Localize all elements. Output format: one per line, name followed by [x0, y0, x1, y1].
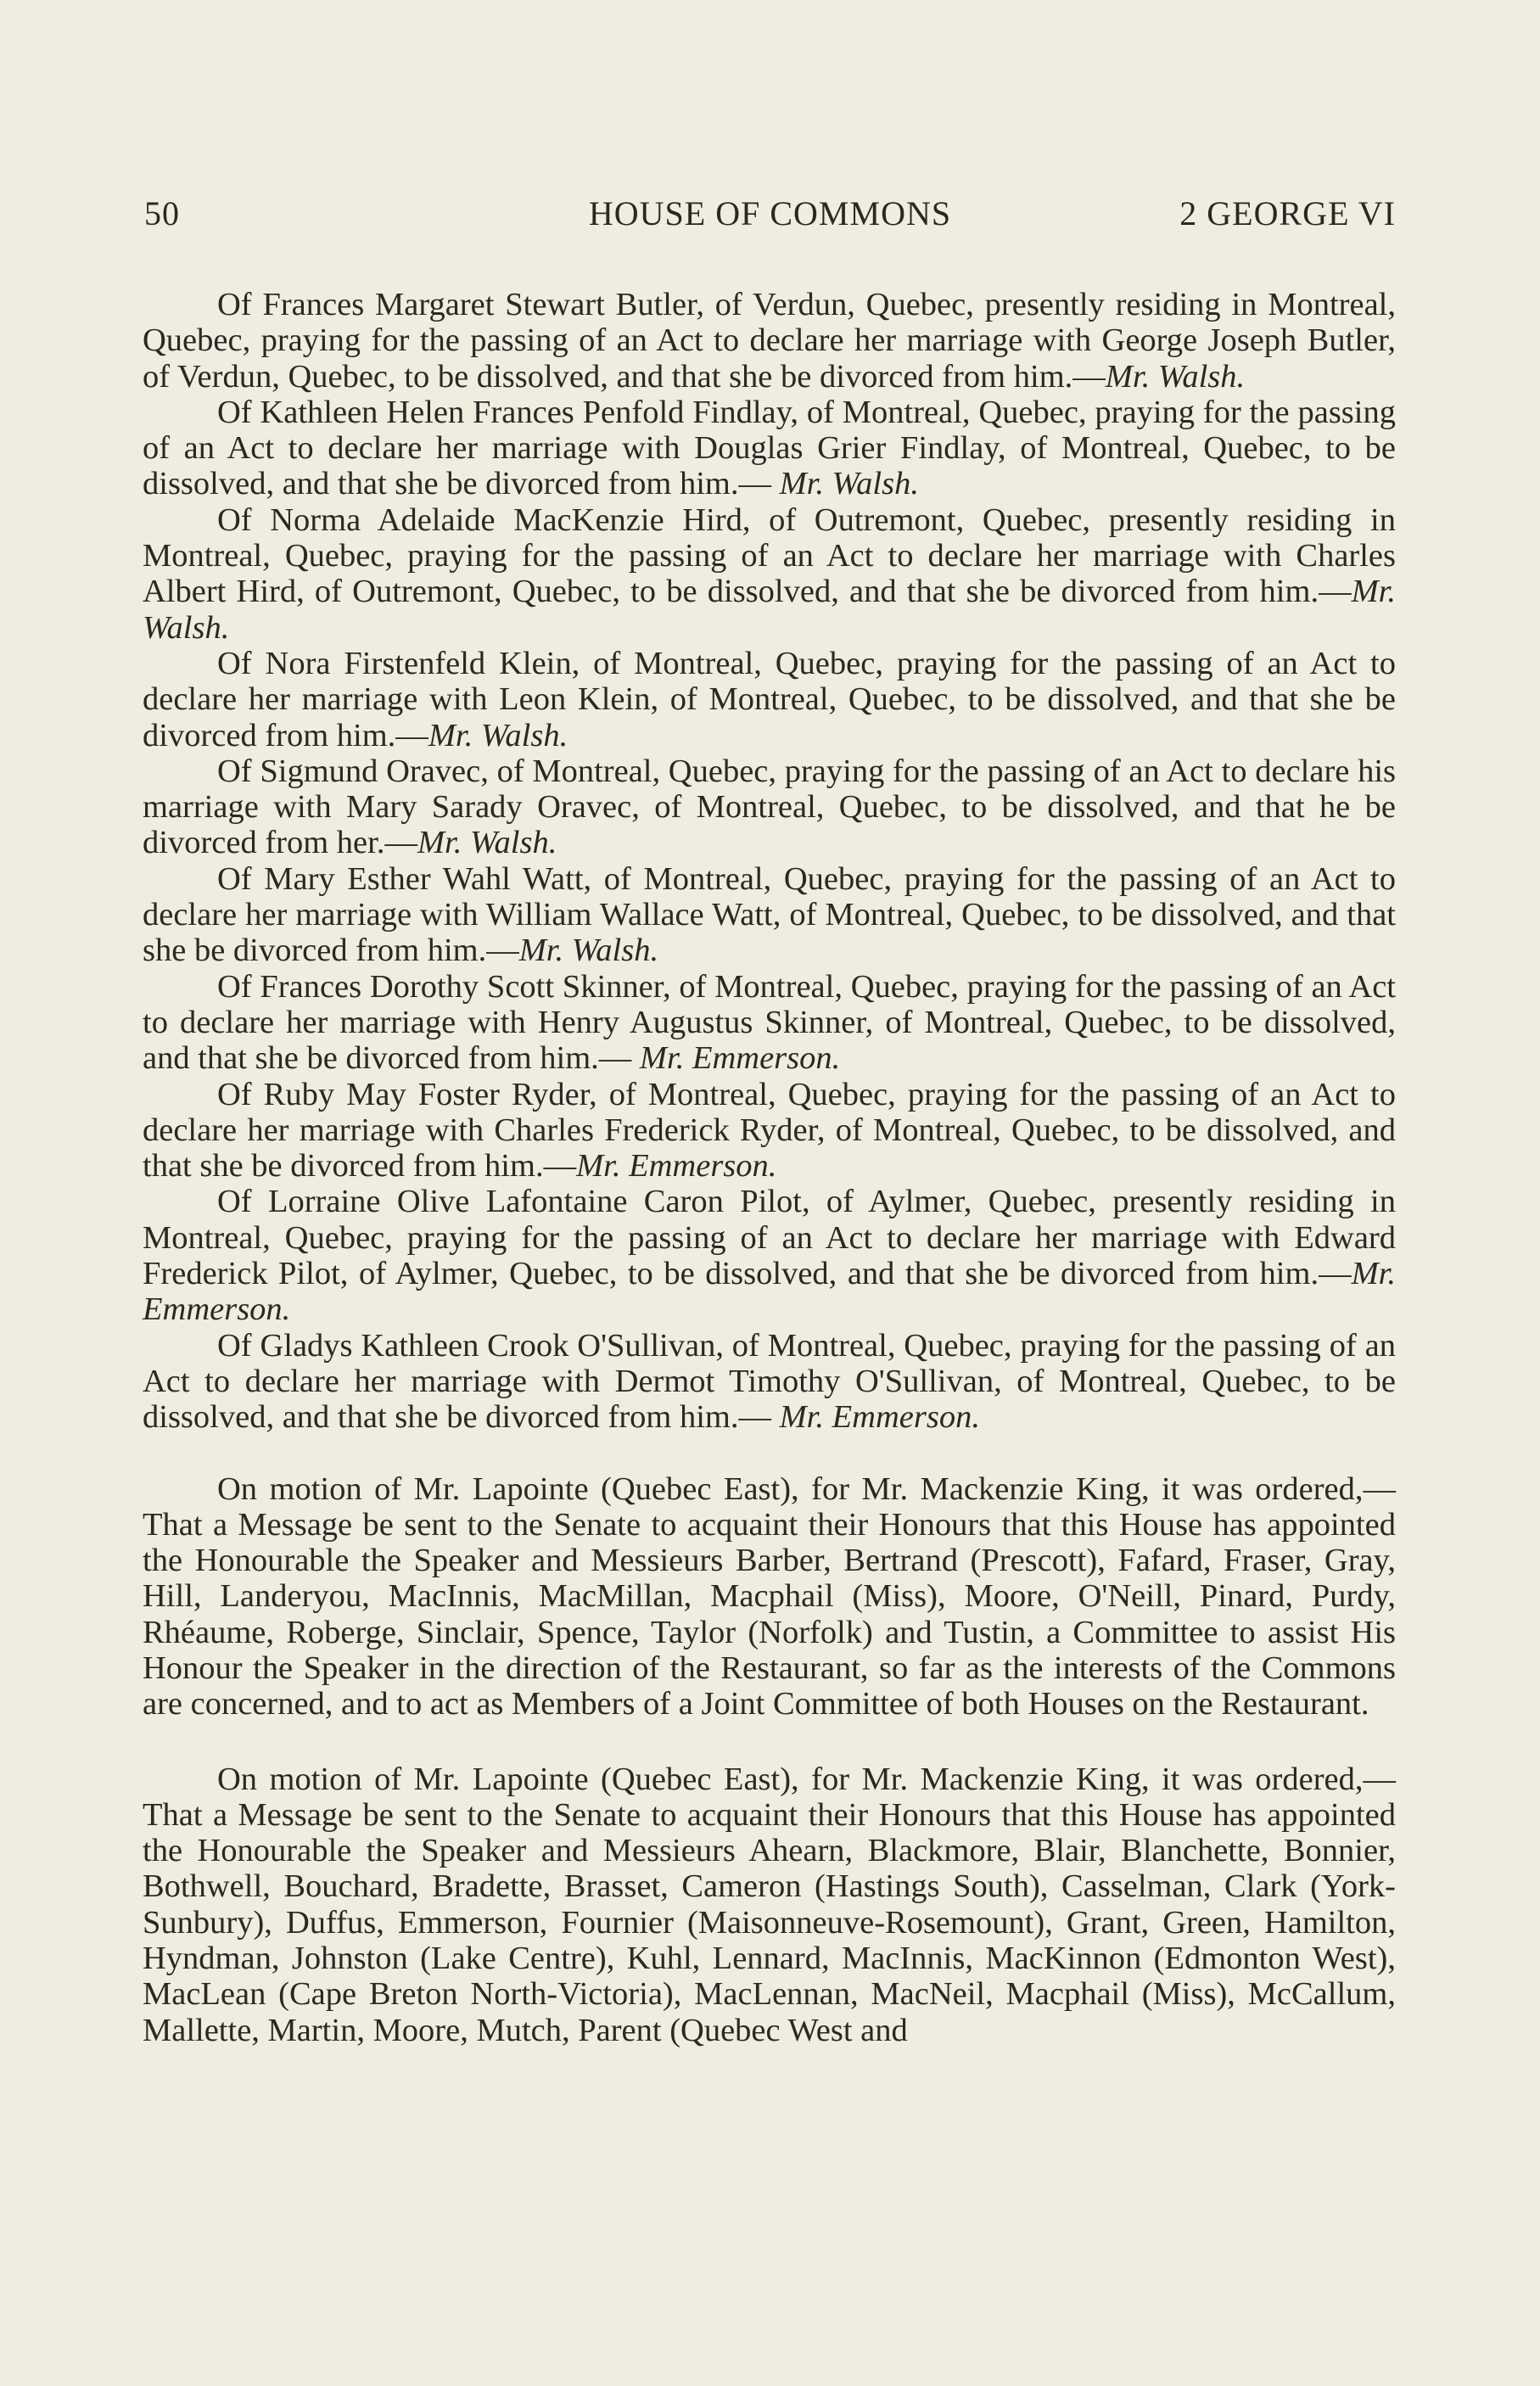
motion-library-committee: On motion of Mr. Lapointe (Quebec East), for Mr. Mackenzie King, it was ordered,—That a Message be sent to the Senate to acquaint their Honours that this House has appointed the Honourable the Speaker and Messieurs Ahearn, Blackmore, Blair, Blanchette, Bonnier, Bothwell, Bouchard, Bradette, Brasset, Cameron (Hastings South), Casselman, Clark (York-Sunbury), Duffus, Emmerson, Fournier (Maisonneuve-Rosemount), Grant, Green, Hamilton, Hyndman, Johnston (Lake Centre), Kuhl, Lennard, MacInnis, MacKinnon (Edmonton West), MacLean (Cape Breton North-Victoria), MacLennan, MacNeil, Macphail (Miss), McCallum, Mallette, Martin, Moore, Mutch, Parent (Quebec West and [143, 1761, 1396, 2048]
petition-text: Of Ruby May Foster Ryder, of Montreal, Quebec, praying for the passing of an Act to declare her marriage with Charles Frederick Ryder, of Montreal, Quebec, to be dissolved, and that she be divorced from him.— [143, 1076, 1396, 1185]
page-title: HOUSE OF COMMONS [588, 194, 952, 232]
petition-entry [143, 753, 1396, 861]
petition-text: Of Frances Margaret Stewart Butler, of Verdun, Quebec, presently residing in Montreal, Quebec, praying for the passing of an Act to declare her marriage with George Joseph Butler, of Verdun, Quebec, to be dissolved, and that she be divorced from him.— [143, 287, 1396, 395]
petition-sponsor: Mr. Emmerson. [639, 1040, 841, 1077]
journal-body [143, 287, 1396, 2048]
petition-sponsor: Mr. Walsh. [779, 466, 919, 502]
petition-text: Of Sigmund Oravec, of Montreal, Quebec, praying for the passing of an Act to declare his marriage with Mary Sarady Oravec, of Montreal, Quebec, to be dissolved, and that he be divorced from her.— [143, 753, 1396, 861]
petition-text: Of Mary Esther Wahl Watt, of Montreal, Quebec, praying for the passing of an Act to declare her marriage with William Wallace Watt, of Montreal, Quebec, to be dissolved, and that she be divorced from him.— [143, 860, 1396, 969]
running-head [144, 193, 1396, 244]
petition-sponsor: Mr. Emmerson. [143, 1256, 1396, 1328]
petition-sponsor: Mr. Walsh. [518, 933, 659, 969]
petition-entry [143, 646, 1396, 753]
petition-text: Of Nora Firstenfeld Klein, of Montreal, Quebec, praying for the passing of an Act to declare her marriage with Leon Klein, of Montreal, Quebec, to be dissolved, and that she be divorced from him.— [143, 645, 1396, 753]
petition-entry [143, 1077, 1396, 1185]
petition-text: Of Lorraine Olive Lafontaine Caron Pilot, of Aylmer, Quebec, presently residing in Montreal, Quebec, praying for the passing of an Act to declare her marriage with Edward Frederick Pilot, of Aylmer, Quebec, to be dissolved, and that she be divorced from him.— [143, 1184, 1396, 1292]
petition-sponsor: Mr. Walsh. [417, 825, 557, 861]
petition-entry [143, 395, 1396, 502]
petition-entry [143, 861, 1396, 969]
petition-entry [143, 287, 1396, 395]
petition-sponsor: Mr. Emmerson. [779, 1399, 980, 1436]
petition-list [143, 287, 1396, 1436]
petition-entry [143, 1328, 1396, 1436]
page-number: 50 [144, 194, 180, 232]
petition-text: Of Frances Dorothy Scott Skinner, of Montreal, Quebec, praying for the passing of an Act to declare her marriage with Henry Augustus Skinner, of Montreal, Quebec, to be dissolved, and that she be divorced from him.— [143, 968, 1396, 1077]
petition-entry [143, 1184, 1396, 1327]
petition-entry [143, 969, 1396, 1077]
petition-text: Of Kathleen Helen Frances Penfold Findlay, of Montreal, Quebec, praying for the passing of an Act to declare her marriage with Douglas Grier Findlay, of Montreal, Quebec, to be dissolved, and that she be divorced from him.— [143, 394, 1396, 502]
regnal-year: 2 GEORGE VI [1179, 194, 1396, 232]
petition-sponsor: Mr. Walsh. [143, 574, 1396, 646]
petition-text: Of Norma Adelaide MacKenzie Hird, of Outremont, Quebec, presently residing in Montreal, Quebec, praying for the passing of an Act to declare her marriage with Charles Albert Hird, of Outremont, Quebec, to be dissolved, and that she be divorced from him.— [143, 501, 1396, 610]
motion-restaurant-committee: On motion of Mr. Lapointe (Quebec East), for Mr. Mackenzie King, it was ordered,—That a Message be sent to the Senate to acquaint their Honours that this House has appointed the Honourable the Speaker and Messieurs Barber, Bertrand (Prescott), Fafard, Fraser, Gray, Hill, Landeryou, MacInnis, MacMillan, Macphail (Miss), Moore, O'Neill, Pinard, Purdy, Rhéaume, Roberge, Sinclair, Spence, Taylor (Norfolk) and Tustin, a Committee to assist His Honour the Speaker in the direction of the Restaurant, so far as the interests of the Commons are concerned, and to act as Members of a Joint Committee of both Houses on the Restaurant. [143, 1470, 1396, 1722]
petition-entry [143, 502, 1396, 646]
petition-sponsor: Mr. Walsh. [428, 717, 568, 753]
petition-sponsor: Mr. Walsh. [1105, 358, 1246, 395]
petition-sponsor: Mr. Emmerson. [576, 1148, 777, 1185]
petition-text: Of Gladys Kathleen Crook O'Sullivan, of Montreal, Quebec, praying for the passing of an Act to declare her marriage with Dermot Timothy O'Sullivan, of Montreal, Quebec, to be dissolved, and that she be divorced from him.— [143, 1327, 1396, 1436]
